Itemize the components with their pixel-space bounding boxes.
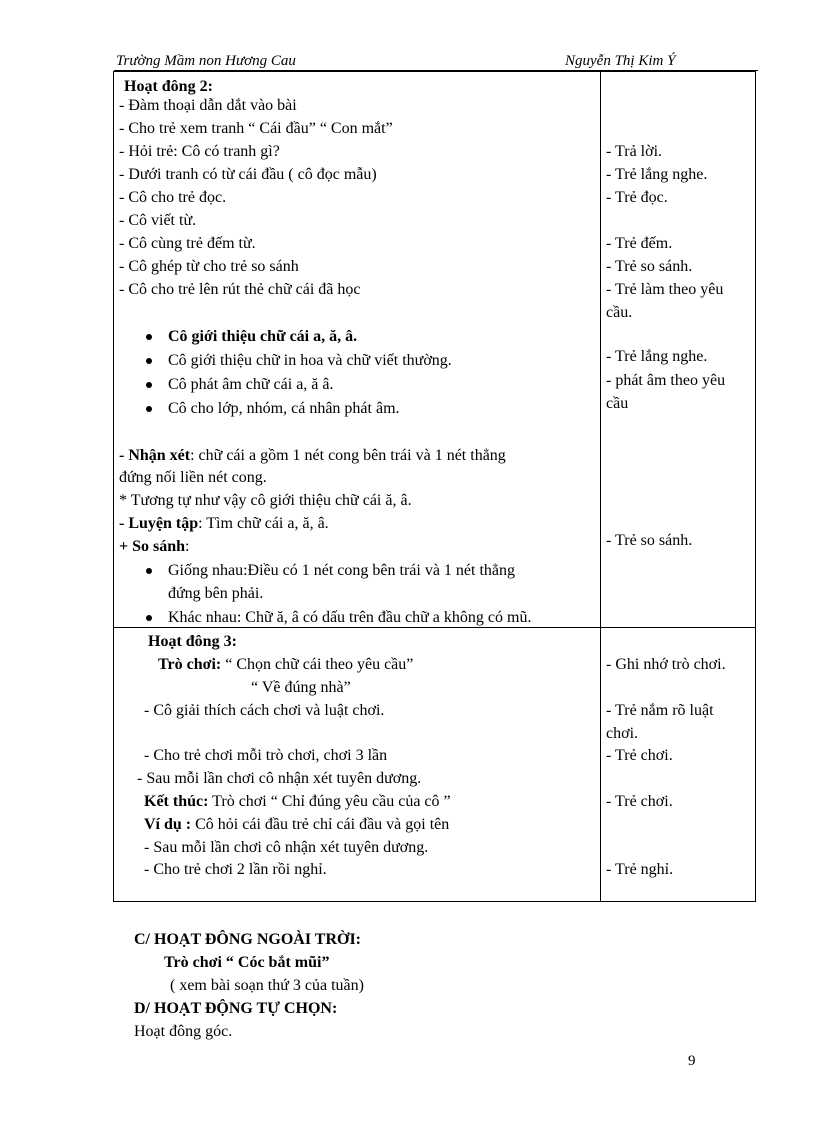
bullet-item: Cô giới thiệu chữ in hoa và chữ viết thường.: [168, 352, 452, 369]
section-c-note: ( xem bài soạn thứ 3 của tuần): [170, 977, 364, 994]
section-d-text: Hoạt đông góc.: [134, 1023, 233, 1040]
remark-label: - Nhận xét: [119, 447, 191, 464]
end-line: [144, 792, 451, 811]
response-item: cầu.: [606, 304, 633, 321]
bullet-item: Khác nhau: Chữ ă, â có dấu trên đầu chữ a không có mũ.: [168, 609, 532, 626]
activity2-line: - Đàm thoại dẫn dắt vào bài: [119, 97, 297, 114]
response-item: - phát âm theo yêu: [606, 372, 726, 389]
table-column-divider: [600, 71, 601, 902]
game-label: Trò chơi:: [158, 656, 222, 673]
similar-line: * Tương tự như vậy cô giới thiệu chữ cái ă, â.: [119, 492, 412, 509]
section-c-title: C/ HOẠT ĐÔNG NGOÀI TRỜI:: [134, 931, 361, 948]
page-number: 9: [688, 1053, 696, 1069]
response-item: - Trẻ đếm.: [606, 235, 673, 252]
response-item: cầu: [606, 395, 629, 412]
header-school: Trường Mầm non Hương Cau: [116, 53, 296, 69]
response-item: - Trẻ lắng nghe.: [606, 166, 708, 183]
bullet-item: Giống nhau:Điều có 1 nét cong bên trái và 1 nét thẳng: [168, 562, 516, 579]
bullet-item: Cô giới thiệu chữ cái a, ă, â.: [168, 328, 358, 345]
activity2-title: Hoạt đông 2:: [124, 78, 213, 95]
example-text: Cô hỏi cái đầu trẻ chỉ cái đầu và gọi tên: [191, 816, 450, 833]
activity2-line: - Cô viết từ.: [119, 212, 197, 229]
table-row-divider: [113, 627, 756, 628]
response-item: - Trẻ so sánh.: [606, 532, 693, 549]
response-item: - Trả lời.: [606, 143, 663, 160]
response-item: - Trẻ nghỉ.: [606, 861, 674, 878]
bullet-continuation: đứng bên phải.: [168, 585, 264, 602]
response-item: chơi.: [606, 725, 639, 742]
section-c-game: Trò chơi “ Cóc bắt mũi”: [164, 954, 330, 971]
activity2-line: - Cô cùng trẻ đếm từ.: [119, 235, 256, 252]
game-text: “ Chọn chữ cái theo yêu cầu”: [221, 656, 414, 673]
response-item: - Trẻ chơi.: [606, 793, 673, 810]
example-line: [144, 815, 449, 834]
end-text: Trò chơi “ Chỉ đúng yêu cầu của cô ”: [208, 793, 451, 810]
compare-line: [119, 537, 190, 556]
response-item: - Trẻ lắng nghe.: [606, 348, 708, 365]
game-line: [158, 655, 413, 674]
remark-continuation: đứng nối liền nét cong.: [119, 469, 267, 486]
section-d-title: D/ HOẠT ĐỘNG TỰ CHỌN:: [134, 1000, 338, 1017]
activity3-line: - Sau mỗi lần chơi cô nhận xét tuyên dương.: [144, 839, 429, 856]
activity3-line: - Cho trẻ chơi mỗi trò chơi, chơi 3 lần: [144, 747, 388, 764]
remark-line: [119, 446, 506, 465]
response-item: - Trẻ nắm rõ luật: [606, 702, 714, 719]
bullet-item: Cô phát âm chữ cái a, ă â.: [168, 376, 334, 393]
practice-line: [119, 514, 329, 533]
response-item: - Trẻ chơi.: [606, 747, 673, 764]
activity3-line: - Cho trẻ chơi 2 lần rồi nghỉ.: [144, 861, 327, 878]
activity2-line: - Cô cho trẻ lên rút thẻ chữ cái đã học: [119, 281, 361, 298]
response-item: - Trẻ làm theo yêu: [606, 281, 724, 298]
header-author: Nguyễn Thị Kim Ý: [565, 53, 676, 69]
end-label: Kết thúc:: [144, 793, 209, 810]
example-label: Ví dụ :: [144, 816, 192, 833]
practice-text: : Tìm chữ cái a, ă, â.: [198, 515, 329, 532]
activity3-line: - Sau mỗi lần chơi cô nhận xét tuyên dương.: [137, 770, 422, 787]
activity2-line: - Cô cho trẻ đọc.: [119, 189, 227, 206]
game-line-2: “ Về đúng nhà”: [251, 679, 351, 696]
response-item: - Ghi nhớ trò chơi.: [606, 656, 726, 673]
activity2-line: - Cô ghép từ cho trẻ so sánh: [119, 258, 299, 275]
activity2-line: - Dưới tranh có từ cái đầu ( cô đọc mẫu): [119, 166, 377, 183]
activity2-line: - Cho trẻ xem tranh “ Cái đầu” “ Con mắt”: [119, 120, 393, 137]
activity3-title: Hoạt đông 3:: [148, 633, 237, 650]
response-item: - Trẻ so sánh.: [606, 258, 693, 275]
compare-colon: :: [185, 538, 190, 555]
activity2-line: - Hỏi trẻ: Cô có tranh gì?: [119, 143, 280, 160]
bullet-item: Cô cho lớp, nhóm, cá nhân phát âm.: [168, 400, 400, 417]
compare-label: + So sánh: [119, 538, 186, 555]
practice-label: - Luyện tập: [119, 515, 199, 532]
remark-text: : chữ cái a gồm 1 nét cong bên trái và 1 nét thẳng: [190, 447, 506, 464]
response-item: - Trẻ đọc.: [606, 189, 668, 206]
activity3-line: - Cô giải thích cách chơi và luật chơi.: [144, 702, 385, 719]
